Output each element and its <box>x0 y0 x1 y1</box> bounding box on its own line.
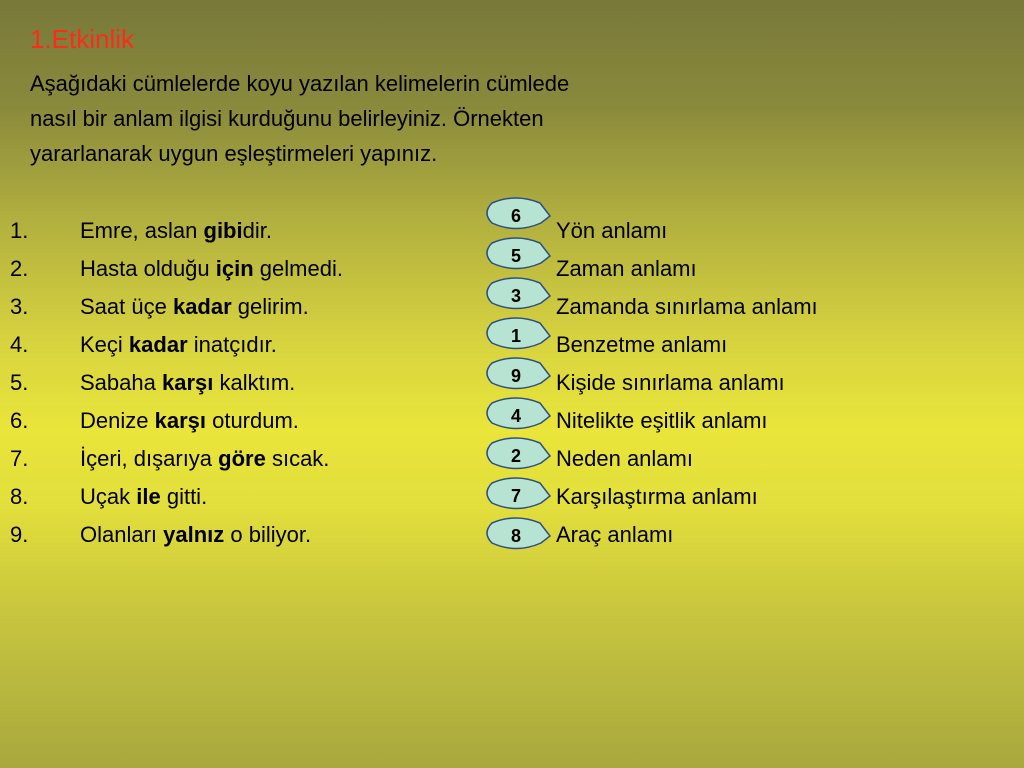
sentence-text: İçeri, dışarıya göre sıcak. <box>80 446 330 471</box>
sentence-text: Hasta olduğu için gelmedi. <box>80 256 343 281</box>
instructions-line: nasıl bir anlam ilgisi kurduğunu belirleyiniz. Örnekten <box>30 106 544 131</box>
meaning-item: Neden anlamı <box>556 446 693 471</box>
sentence-number: 2. <box>10 256 29 281</box>
answer-number: 5 <box>510 246 521 266</box>
answer-callout <box>484 436 554 476</box>
answer-number: 2 <box>510 446 521 466</box>
meaning-item: Nitelikte eşitlik anlamı <box>556 408 768 433</box>
instructions-line: Aşağıdaki cümlelerde koyu yazılan kelimelerin cümlede <box>30 71 570 96</box>
bold-word: karşı <box>154 408 206 433</box>
sentence-text: Emre, aslan gibidir. <box>80 218 272 243</box>
sentence-number: 8. <box>10 484 29 509</box>
answer-number: 6 <box>510 206 521 226</box>
sentence-text: Saat üçe kadar gelirim. <box>80 294 309 319</box>
sentence-text: Keçi kadar inatçıdır. <box>80 332 277 357</box>
sentence-text: Denize karşı oturdum. <box>80 408 299 433</box>
meaning-item: Benzetme anlamı <box>556 332 728 357</box>
bold-word: yalnız <box>163 522 225 547</box>
instructions-text <box>30 66 770 171</box>
meaning-item: Araç anlamı <box>556 522 674 547</box>
answer-number: 4 <box>510 406 521 426</box>
sentence-number: 3. <box>10 294 29 319</box>
bold-word: gibi <box>203 218 243 243</box>
sentence-number: 4. <box>10 332 29 357</box>
bold-word: kadar <box>128 332 188 357</box>
sentence-number: 7. <box>10 446 29 471</box>
answer-callout <box>484 236 554 276</box>
answer-callout <box>484 516 554 556</box>
bold-word: karşı <box>161 370 214 395</box>
meaning-item: Karşılaştırma anlamı <box>556 484 758 509</box>
bold-word: kadar <box>172 294 232 319</box>
meaning-item: Zaman anlamı <box>556 256 697 281</box>
sentence-text: Sabaha karşı kalktım. <box>80 370 296 395</box>
sentence-text: Uçak ile gitti. <box>80 484 208 509</box>
sentence-text: Olanları yalnız o biliyor. <box>80 522 312 547</box>
answer-callout <box>484 396 554 436</box>
meaning-list <box>556 218 818 560</box>
meaning-item: Kişide sınırlama anlamı <box>556 370 785 395</box>
answer-callout <box>484 476 554 516</box>
meaning-item: Yön anlamı <box>556 218 668 243</box>
answer-number: 8 <box>510 526 521 546</box>
sentence-number: 5. <box>10 370 29 395</box>
sentence-number: 9. <box>10 522 29 547</box>
meaning-item: Zamanda sınırlama anlamı <box>556 294 818 319</box>
answer-number: 3 <box>510 286 521 306</box>
answer-callout <box>484 196 554 236</box>
answer-number: 1 <box>510 326 521 346</box>
answer-callouts <box>484 196 564 566</box>
activity-title: 1.Etkinlik <box>30 24 135 54</box>
sentence-number: 6. <box>10 408 29 433</box>
answer-callout <box>484 356 554 396</box>
sentence-number: 1. <box>10 218 29 243</box>
instructions-line: yararlanarak uygun eşleştirmeleri yapınız. <box>30 141 438 166</box>
answer-number: 9 <box>510 366 521 386</box>
answer-callout <box>484 276 554 316</box>
bold-word: göre <box>218 446 266 471</box>
bold-word: ile <box>136 484 161 509</box>
answer-callout <box>484 316 554 356</box>
bold-word: için <box>215 256 254 281</box>
answer-number: 7 <box>510 486 521 506</box>
